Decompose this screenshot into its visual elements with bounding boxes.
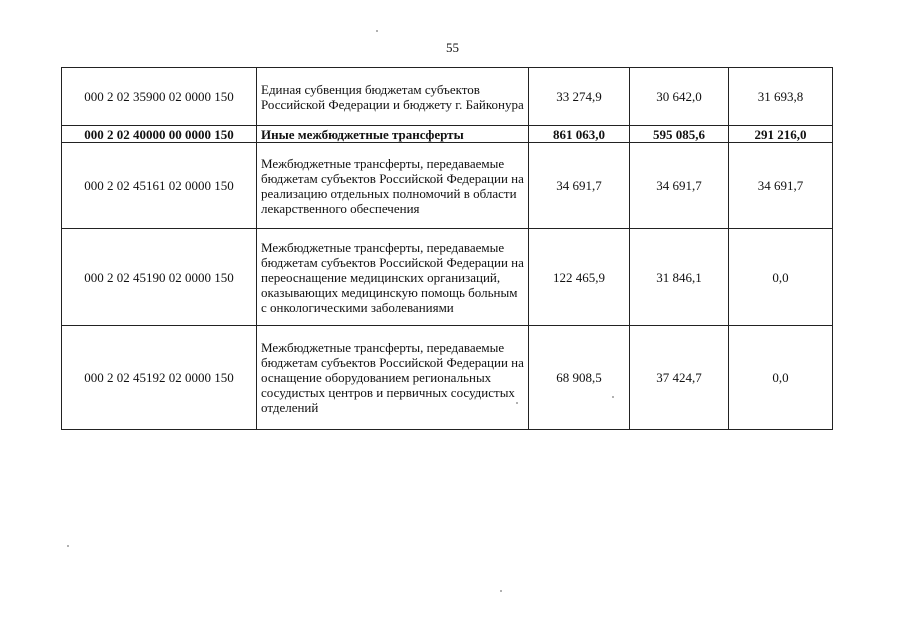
- budget-code: 000 2 02 45190 02 0000 150: [62, 229, 257, 326]
- value-col-2: 37 424,7: [630, 326, 729, 430]
- value-col-2: 34 691,7: [630, 143, 729, 229]
- item-name: Межбюджетные трансферты, передаваемые бюджетам субъектов Российской Федерации на переоснащение медицинских организаций, оказывающих медицинскую помощь больным с онкологическими заболеваниями: [257, 229, 529, 326]
- scan-speck: [612, 396, 614, 398]
- budget-table: [61, 67, 833, 430]
- budget-code: 000 2 02 45192 02 0000 150: [62, 326, 257, 430]
- item-name: Межбюджетные трансферты, передаваемые бюджетам субъектов Российской Федерации на оснащение оборудованием региональных сосудистых центров и первичных сосудистых отделений: [257, 326, 529, 430]
- value-col-2: 30 642,0: [630, 68, 729, 126]
- item-name: Иные межбюджетные трансферты: [257, 126, 529, 143]
- value-col-1: 34 691,7: [529, 143, 630, 229]
- page-number: 55: [446, 40, 459, 55]
- item-name: Единая субвенция бюджетам субъектов Российской Федерации и бюджету г. Байконура: [257, 68, 529, 126]
- value-col-2: 31 846,1: [630, 229, 729, 326]
- budget-code: 000 2 02 45161 02 0000 150: [62, 143, 257, 229]
- table-row: [62, 143, 833, 229]
- budget-code: 000 2 02 40000 00 0000 150: [62, 126, 257, 143]
- table-row: [62, 229, 833, 326]
- table-row: [62, 326, 833, 430]
- budget-code: 000 2 02 35900 02 0000 150: [62, 68, 257, 126]
- value-col-1: 122 465,9: [529, 229, 630, 326]
- scan-speck: [516, 402, 518, 404]
- table-row-total: [62, 126, 833, 143]
- value-col-1: 33 274,9: [529, 68, 630, 126]
- value-col-1: 861 063,0: [529, 126, 630, 143]
- scan-speck: [67, 545, 69, 547]
- value-col-3: 31 693,8: [729, 68, 833, 126]
- value-col-2: 595 085,6: [630, 126, 729, 143]
- value-col-3: 0,0: [729, 229, 833, 326]
- value-col-3: 34 691,7: [729, 143, 833, 229]
- item-name: Межбюджетные трансферты, передаваемые бюджетам субъектов Российской Федерации на реализацию отдельных полномочий в области лекарственного обеспечения: [257, 143, 529, 229]
- scan-speck: [500, 590, 502, 592]
- value-col-3: 0,0: [729, 326, 833, 430]
- value-col-3: 291 216,0: [729, 126, 833, 143]
- value-col-1: 68 908,5: [529, 326, 630, 430]
- table-row: [62, 68, 833, 126]
- scan-speck: [376, 30, 378, 32]
